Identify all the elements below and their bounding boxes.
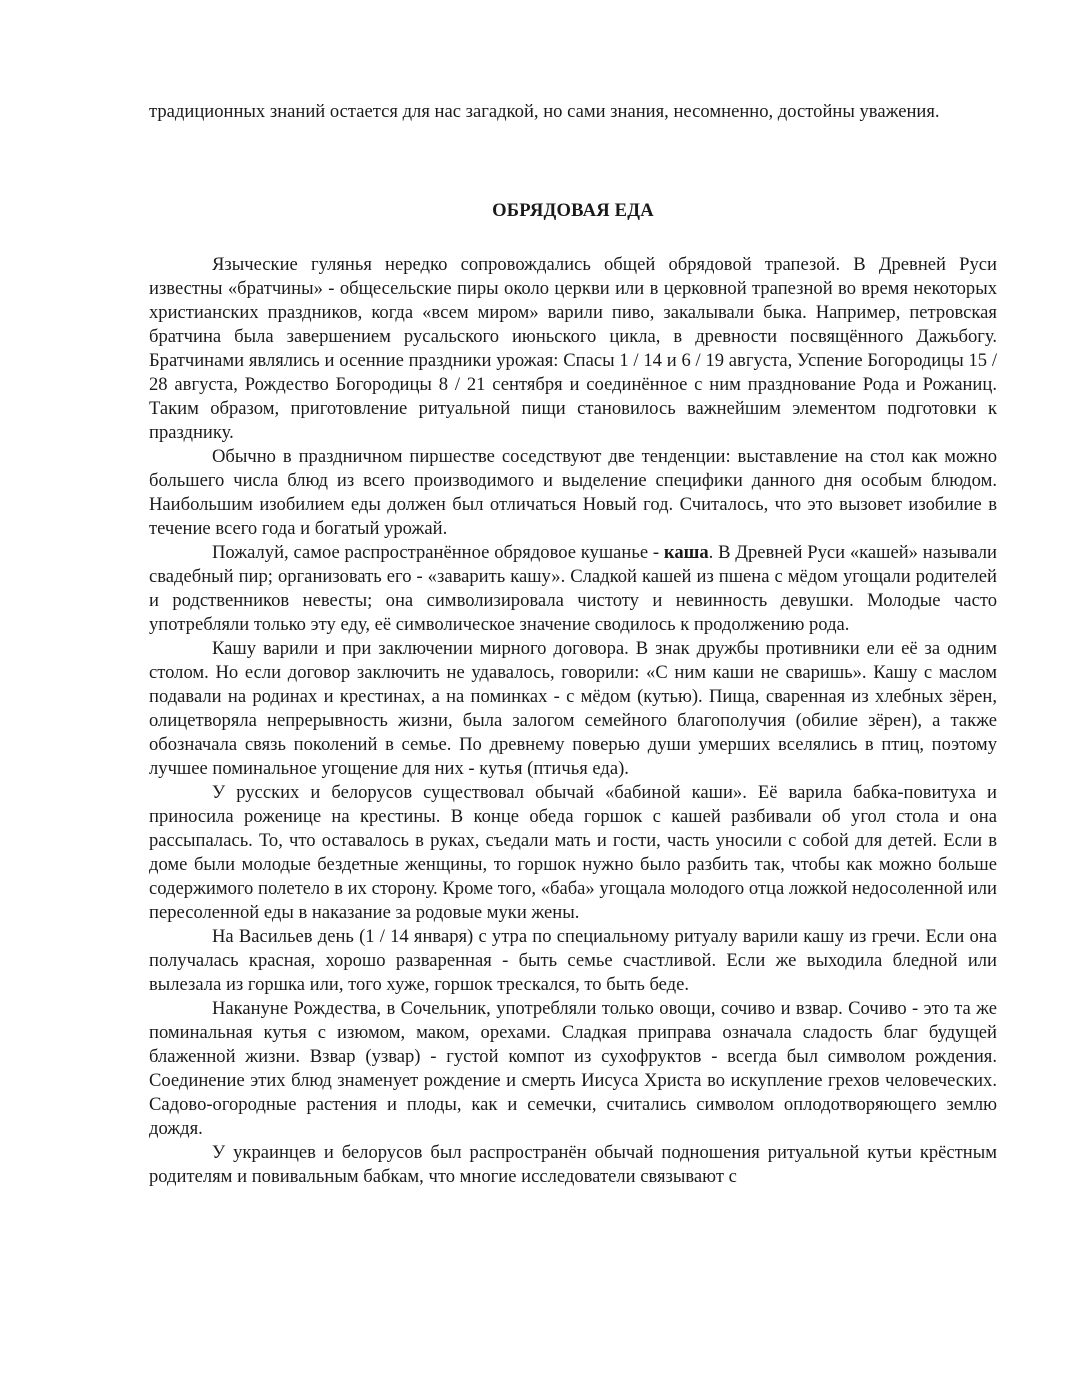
paragraph-feast-tendencies: Обычно в праздничном пиршестве соседствуют две тенденции: выставление на стол как можно большего числа блюд из всего производимого и выделение специфики данного дня особым блюдом. Наибольшим изобилием еды должен был отличаться Новый год. Считалось, что это вызовет изобилие в течение всего года и богатый урожай.: [149, 446, 997, 539]
paragraph-kasha-rest: . В Древней Руси «кашей» называли свадебный пир; организовать его - «заварить кашу». Сладкой кашей из пшена с мёдом угощали родителей и родственников невесты; она символизировала чистоту и невинность девушки. Молодые часто употребляли только эту еду, её символическое значение сводилось к продолжению рода.: [149, 542, 997, 635]
paragraph-kasha-lead: Пожалуй, самое распространённое обрядовое кушанье -: [212, 542, 664, 563]
paragraph-peace-treaty: Кашу варили и при заключении мирного договора. В знак дружбы противники ели её за одним столом. Но если договор заключить не удавалось, говорили: «С ним каши не сваришь». Кашу с маслом подавали на родинах и крестинах, а на поминках - с мёдом (кутью). Пища, сваренная из хлебных зёрен, олицетворяла непрерывность жизни, была залогом семейного благополучия (обилие зёрен), а также обозначала связь поколений в семье. По древнему поверью души умерших вселялись в птиц, поэтому лучшее поминальное угощение для них - кутья (птичья еда).: [149, 638, 997, 779]
paragraph-vasilyev-day: На Васильев день (1 / 14 января) с утра по специальному ритуалу варили кашу из гречи. Если она получалась красная, хорошо разваренная - быть семье счастливой. Если же выходила бледной или вылезала из горшка или, того хуже, горшок трескался, то быть беде.: [149, 926, 997, 995]
section-heading: ОБРЯДОВАЯ ЕДА: [492, 200, 654, 221]
kasha-bold-term: каша: [663, 542, 709, 563]
paragraph-bratchiny: Языческие гулянья нередко сопровождались общей обрядовой трапезой. В Древней Руси известны «братчины» - общесельские пиры около церкви или в церковной трапезной во время некоторых христианских праздников, когда «всем миром» варили пиво, закалывали быка. Например, петровская братчина была завершением русальского июньского цикла, в древности посвящённого Дажьбогу. Братчинами являлись и осенние праздники урожая: Спасы 1 / 14 и 6 / 19 августа, Успение Богородицы 15 / 28 августа, Рождество Богородицы 8 / 21 сентября и соединённое с ним празднование Рода и Рожаниц. Таким образом, приготовление ритуальной пищи становилось важнейшим элементом подготовки к празднику.: [149, 254, 997, 443]
paragraph-ritual-kutya: У украинцев и белорусов был распространён обычай подношения ритуальной кутьи крёстным родителям и повивальным бабкам, что многие исследователи связывают с: [149, 1142, 997, 1187]
paragraph-sochelnik: Накануне Рождества, в Сочельник, употребляли только овощи, сочиво и взвар. Сочиво - это та же поминальная кутья с изюмом, маком, орехами. Сладкая приправа означала сладость благ будущей блаженной жизни. Взвар (узвар) - густой компот из сухофруктов - всегда был символом рождения. Соединение этих блюд знаменует рождение и смерть Иисуса Христа во искупление грехов человеческих. Садово-огородные растения и плоды, как и семечки, считались символом оплодотворяющего землю дождя.: [149, 998, 997, 1139]
paragraph-babina-kasha: У русских и белорусов существовал обычай «бабиной каши». Её варила бабка-повитуха и приносила роженице на крестины. В конце обеда горшок с кашей разбивали об угол стола и она рассыпалась. То, что оставалось в руках, съедали мать и гости, часть уносили с собой для детей. Если в доме были молодые бездетные женщины, то горшок нужно было разбить так, чтобы как можно больше содержимого полетело в их сторону. Кроме того, «баба» угощала молодого отца ложкой недосоленной или пересоленной еды в наказание за родовые муки жены.: [149, 782, 997, 923]
intro-paragraph: традиционных знаний остается для нас загадкой, но сами знания, несомненно, достойны уважения.: [149, 101, 940, 122]
paragraph-kasha: [149, 541, 997, 637]
document-page: [149, 100, 997, 1189]
